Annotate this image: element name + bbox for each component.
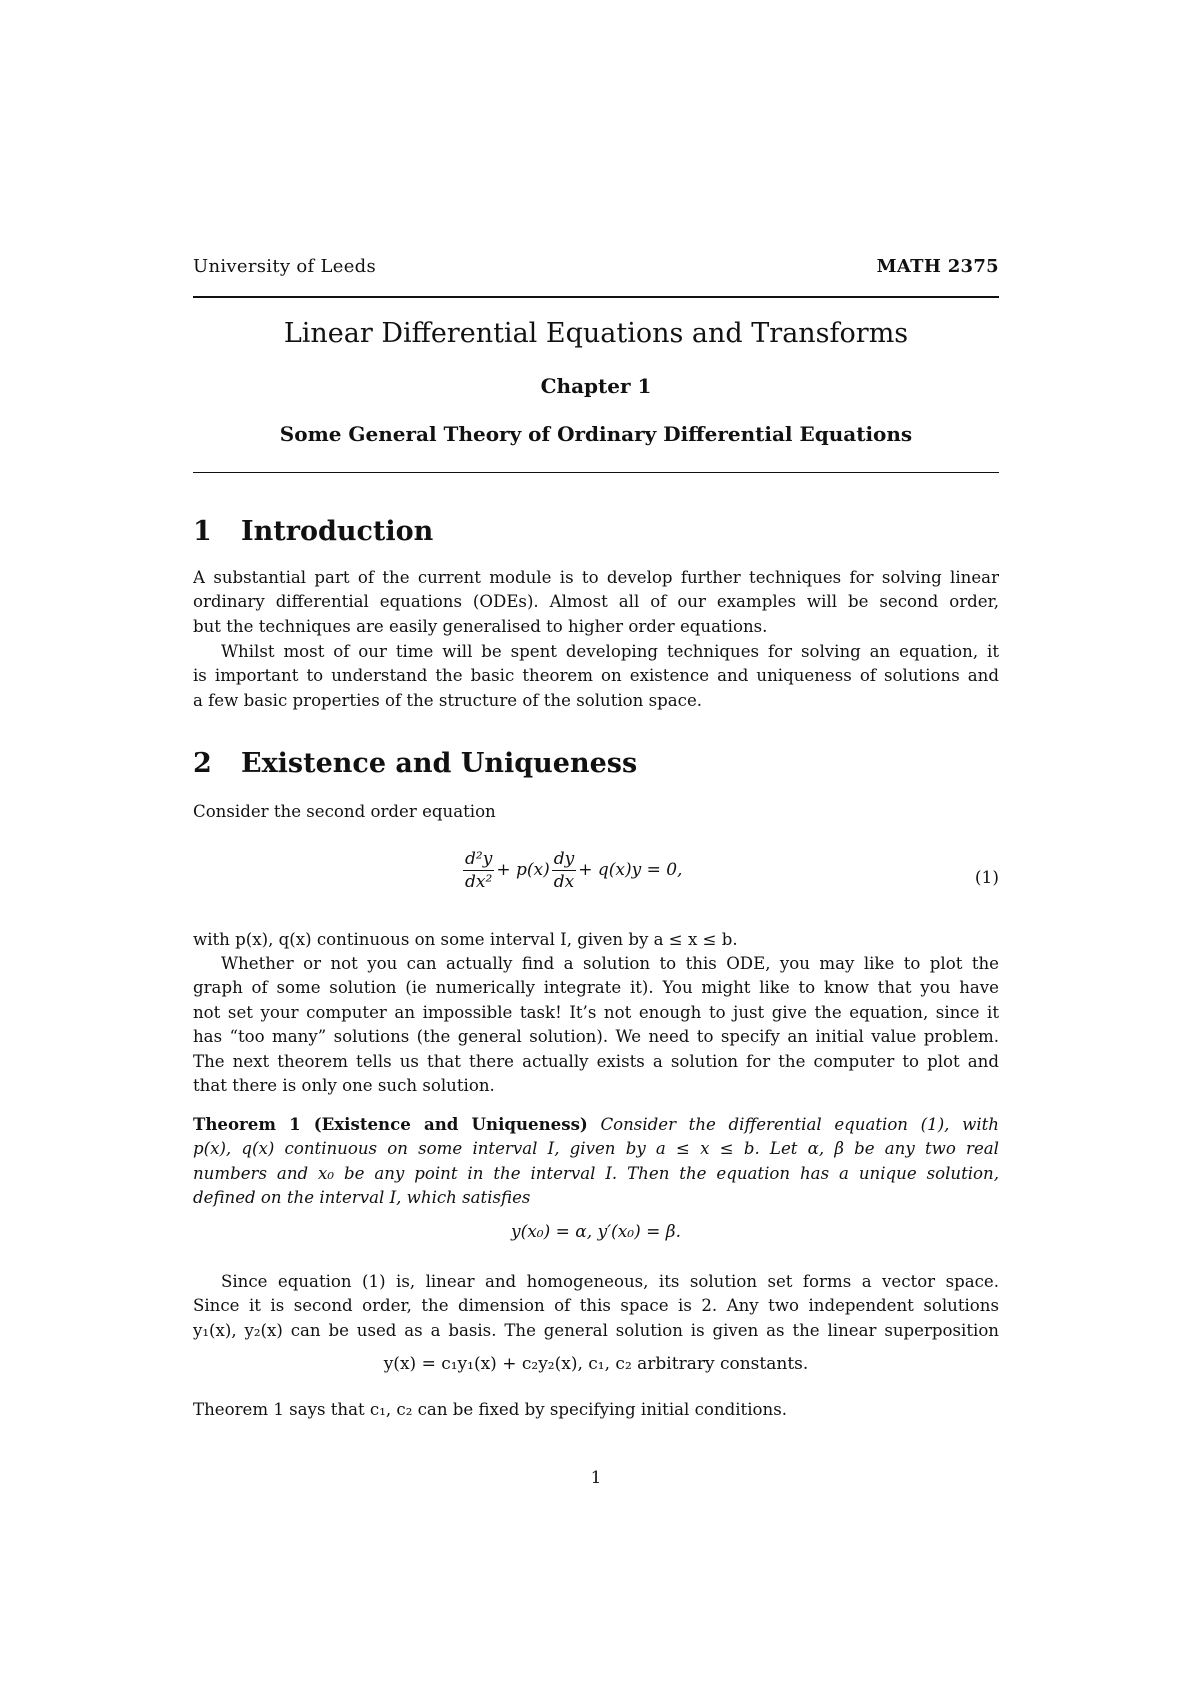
fraction-numerator: dy [553, 849, 575, 869]
equation-term: + q(x)y = 0, [578, 860, 683, 880]
text-line: has “too many” solutions (the general solution). We need to specify an initial value problem. [193, 1027, 999, 1047]
paragraph-intro-1 [193, 566, 999, 639]
equation-number: (1) [974, 868, 999, 888]
text-line: p(x), q(x) continuous on some interval I, given by a ≤ x ≤ b. Let α, β be any two real [193, 1139, 999, 1159]
paragraph-consider [193, 800, 999, 824]
section-heading-introduction [193, 516, 433, 547]
paragraph-whether [193, 952, 999, 1098]
chapter-label: Chapter 1 [540, 374, 652, 398]
text-line: a few basic properties of the structure of the solution space. [193, 690, 703, 710]
text-line: Whilst most of our time will be spent developing techniques for solving an equation, it [221, 642, 999, 661]
text-line: Since it is second order, the dimension of this space is 2. Any two independent solutions [193, 1296, 999, 1316]
section-heading-existence-uniqueness [193, 748, 637, 779]
fraction-denominator: dx² [465, 872, 493, 892]
text-line: defined on the interval I, which satisfies [193, 1188, 531, 1208]
text-line: Since equation (1) is, linear and homogeneous, its solution set forms a vector space. [221, 1272, 999, 1291]
chapter-subtitle: Some General Theory of Ordinary Differential Equations [279, 422, 913, 446]
running-header [193, 256, 999, 284]
header-rule [193, 296, 999, 298]
document-title: Linear Differential Equations and Transforms [283, 318, 909, 349]
text-line: ordinary differential equations (ODEs). Almost all of our examples will be second order, [193, 592, 999, 612]
text-line: with p(x), q(x) continuous on some interval I, given by a ≤ x ≤ b. [193, 930, 738, 949]
text-line: The next theorem tells us that there actually exists a solution for the computer to plot and [193, 1051, 999, 1071]
theorem-text: Consider the differential equation (1), with [600, 1115, 999, 1134]
paragraph-closing [193, 1398, 999, 1422]
text-line: not set your computer an impossible task! It’s not enough to just give the equation, since it [193, 1002, 999, 1022]
section-title: Existence and Uniqueness [241, 748, 638, 779]
header-course-code: MATH 2375 [876, 256, 999, 277]
fraction-numerator: d²y [465, 849, 493, 869]
equation-term: + p(x) [496, 860, 550, 880]
text-line: Consider the second order equation [193, 802, 496, 821]
text-line: numbers and x₀ be any point in the interval I. Then the equation has a unique solution, [193, 1163, 999, 1183]
text-line: graph of some solution (ie numerically integrate it). You might like to know that you have [193, 978, 999, 998]
equation-body [461, 848, 682, 893]
superposition-equation: y(x) = c₁y₁(x) + c₂y₂(x), c₁, c₂ arbitrary constants. [383, 1354, 809, 1374]
text-line [193, 1112, 999, 1137]
text-line: but the techniques are easily generalised to higher order equations. [193, 616, 768, 636]
text-line: Theorem 1 says that c₁, c₂ can be fixed by specifying initial conditions. [193, 1400, 787, 1419]
section-title: Introduction [241, 516, 434, 547]
text-line: y₁(x), y₂(x) can be used as a basis. The general solution is given as the linear superposition [193, 1320, 999, 1340]
section-number: 1 [193, 516, 212, 547]
text-line: Whether or not you can actually find a solution to this ODE, you may like to plot the [221, 954, 999, 973]
page-number: 1 [590, 1468, 602, 1488]
equation-1 [193, 848, 999, 920]
second-derivative-fraction [463, 848, 494, 893]
paragraph-intro-2 [193, 640, 999, 713]
document-page [193, 0, 999, 1698]
title-rule [193, 472, 999, 473]
section-number: 2 [193, 748, 212, 779]
theorem-1 [193, 1112, 999, 1211]
fraction-denominator: dx [553, 872, 575, 892]
text-line: is important to understand the basic theorem on existence and uniqueness of solutions and [193, 666, 999, 686]
text-line: A substantial part of the current module is to develop further techniques for solving linear [193, 568, 999, 587]
paragraph-since [193, 1270, 999, 1343]
theorem-label: Theorem 1 (Existence and Uniqueness) [193, 1114, 588, 1134]
initial-conditions: y(x₀) = α, y′(x₀) = β. [510, 1222, 682, 1242]
text-line: that there is only one such solution. [193, 1076, 495, 1096]
first-derivative-fraction [552, 848, 577, 893]
header-university: University of Leeds [193, 256, 377, 277]
paragraph-after-equation [193, 928, 999, 952]
